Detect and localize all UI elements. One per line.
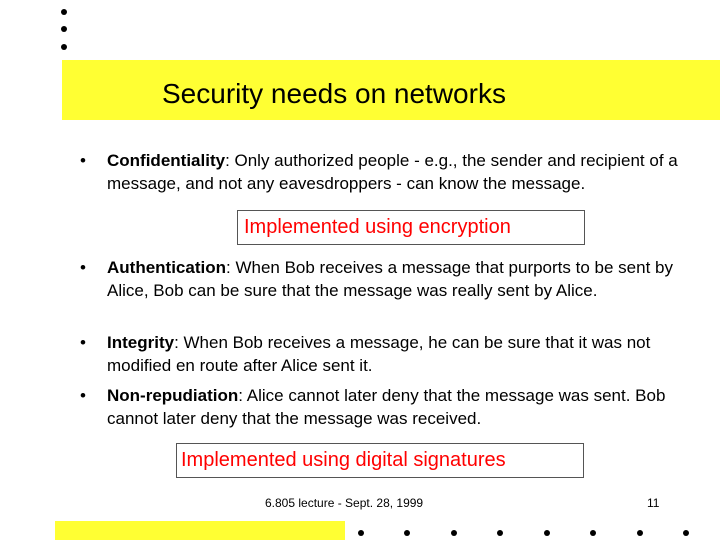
bullet-non-repudiation: [80, 385, 690, 430]
decorative-dot: [683, 530, 689, 536]
footer-text: 6.805 lecture - Sept. 28, 1999: [265, 496, 424, 510]
decorative-dot: [544, 530, 550, 536]
decorative-dot: [61, 26, 67, 32]
bullet-term: Non-repudiation: [107, 386, 239, 405]
bullet-text: : Only authorized people - e.g., the sender and recipient of a message, and not any eavesdroppers - can know the message.: [107, 151, 678, 193]
bottom-accent-bar: [55, 521, 345, 540]
bullet-term: Confidentiality: [107, 151, 226, 170]
bullet-marker: •: [80, 151, 86, 170]
bullet-term: Integrity: [107, 333, 175, 352]
bullet-text: : Alice cannot later deny that the message was sent. Bob cannot later deny that the message was received.: [107, 386, 666, 428]
title-bar: [62, 60, 720, 120]
decorative-dot: [497, 530, 503, 536]
bullet-integrity: [80, 332, 690, 377]
bullet-marker: •: [80, 258, 86, 277]
decorative-dot: [61, 44, 67, 50]
encryption-note: Implemented using encryption: [237, 210, 585, 245]
bullet-text: : When Bob receives a message that purports to be sent by Alice, Bob can be sure that the message was really sent by Alice.: [107, 258, 673, 300]
bullet-text: : When Bob receives a message, he can be sure that it was not modified en route after Alice sent it.: [107, 333, 651, 375]
decorative-dot: [590, 530, 596, 536]
decorative-dot: [451, 530, 457, 536]
decorative-dot: [61, 9, 67, 15]
bullet-confidentiality: [80, 150, 690, 195]
page-number: 11: [647, 496, 660, 510]
signature-note: Implemented using digital signatures: [176, 443, 584, 478]
bullet-marker: •: [80, 386, 86, 405]
decorative-dot: [358, 530, 364, 536]
bullet-marker: •: [80, 333, 86, 352]
slide-title: Security needs on networks: [162, 78, 506, 109]
decorative-dot: [637, 530, 643, 536]
decorative-dot: [404, 530, 410, 536]
bullet-term: Authentication: [107, 258, 226, 277]
bullet-authentication: [80, 257, 690, 302]
